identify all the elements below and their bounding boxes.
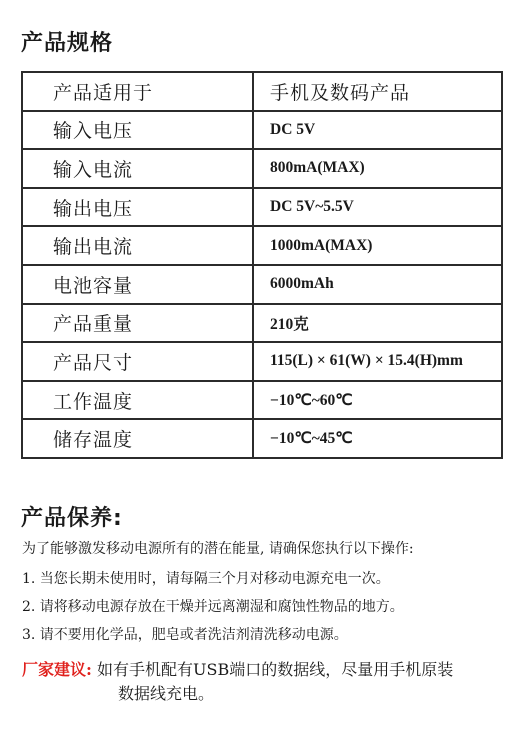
spec-header-label: 产品适用于 bbox=[22, 72, 253, 111]
spec-row-value: 800mA(MAX) bbox=[253, 149, 502, 188]
spec-row-dimensions bbox=[22, 342, 502, 381]
spec-row-label: 电池容量 bbox=[22, 265, 253, 304]
spec-row-input-current bbox=[22, 149, 502, 188]
spec-row-storage-temperature bbox=[22, 419, 502, 458]
spec-row-battery-capacity bbox=[22, 265, 502, 304]
manufacturer-advice bbox=[22, 658, 512, 706]
spec-row-value: 6000mAh bbox=[253, 265, 502, 304]
care-intro: 为了能够激发移动电源所有的潜在能量, 请确保您执行以下操作: bbox=[22, 541, 414, 557]
spec-row-label: 输入电压 bbox=[22, 111, 253, 150]
spec-row-label: 产品尺寸 bbox=[22, 342, 253, 381]
spec-row-label: 工作温度 bbox=[22, 381, 253, 420]
care-item-3: 3. 请不要用化学品，肥皂或者洗洁剂清洗移动电源。 bbox=[22, 627, 348, 643]
advice-text-line1: 如有手机配有USB端口的数据线，尽量用手机原装 bbox=[97, 660, 454, 679]
spec-row-label: 输入电流 bbox=[22, 149, 253, 188]
care-item-1: 1. 当您长期未使用时，请每隔三个月对移动电源充电一次。 bbox=[22, 571, 390, 587]
spec-row-weight bbox=[22, 304, 502, 343]
spec-row-value: −10℃~45℃ bbox=[253, 419, 502, 458]
spec-row-output-voltage bbox=[22, 188, 502, 227]
spec-row-label: 输出电压 bbox=[22, 188, 253, 227]
care-title: 产品保养: bbox=[21, 506, 123, 531]
spec-row-value: 1000mA(MAX) bbox=[253, 226, 502, 265]
spec-row-operating-temperature bbox=[22, 381, 502, 420]
advice-text-line2: 数据线充电。 bbox=[118, 684, 215, 703]
spec-row-input-voltage bbox=[22, 111, 502, 150]
spec-title: 产品规格 bbox=[21, 31, 114, 56]
spec-row-label: 产品重量 bbox=[22, 304, 253, 343]
spec-row-label: 储存温度 bbox=[22, 419, 253, 458]
spec-row-label: 输出电流 bbox=[22, 226, 253, 265]
spec-table bbox=[21, 71, 503, 459]
spec-table-header-row bbox=[22, 72, 502, 111]
spec-row-value: DC 5V~5.5V bbox=[253, 188, 502, 227]
spec-row-value: DC 5V bbox=[253, 111, 502, 150]
spec-row-value: 210克 bbox=[253, 304, 502, 343]
advice-label: 厂家建议: bbox=[22, 660, 92, 679]
spec-header-value: 手机及数码产品 bbox=[253, 72, 502, 111]
spec-row-output-current bbox=[22, 226, 502, 265]
spec-row-value: 115(L) × 61(W) × 15.4(H)mm bbox=[253, 342, 502, 381]
care-item-2: 2. 请将移动电源存放在干燥并远离潮湿和腐蚀性物品的地方。 bbox=[22, 599, 404, 615]
spec-row-value: −10℃~60℃ bbox=[253, 381, 502, 420]
